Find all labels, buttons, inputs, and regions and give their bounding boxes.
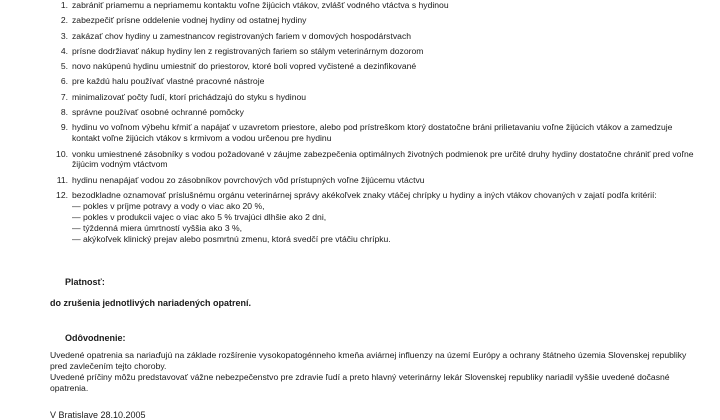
measure-text: vonku umiestnené zásobníky s vodou požadované v záujme zabezpečenia optimálnych životných podmienok pre určité druhy hydiny dostatočne chrániť pred voľne žijúcim vodným vtáctvom xyxy=(72,148,694,170)
measure-number: 2. xyxy=(60,15,68,26)
measure-text: novo nakúpenú hydinu umiestniť do priestorov, ktoré boli vopred vyčistené a dezinfikované xyxy=(72,61,417,72)
measure-text: zabezpečiť prísne oddelenie vodnej hydiny od ostatnej hydiny xyxy=(72,15,307,26)
measure-item xyxy=(50,122,700,144)
reasoning-body xyxy=(50,350,690,394)
measure-number: 12. xyxy=(56,190,68,201)
measures-list xyxy=(50,0,700,249)
criteria-item: — akýkoľvek klinický prejav alebo posmrtnú zmenu, ktorá svedčí pre vtáčiu chrípku. xyxy=(72,233,391,244)
criteria-list xyxy=(72,201,700,245)
measure-number: 10. xyxy=(56,148,68,159)
measure-text: pre každú halu používať vlastné pracovné nástroje xyxy=(72,76,265,87)
measure-number: 9. xyxy=(60,122,68,133)
measure-item xyxy=(50,175,700,186)
measure-item xyxy=(50,76,700,87)
measure-number: 8. xyxy=(60,107,68,118)
measure-number: 4. xyxy=(60,45,68,56)
measure-text: bezodkladne oznamovať príslušnému orgánu veterinárnej správy akékoľvek znaky vtáčej chrípky u hydiny a iných vtákov chovaných v zajatí podľa kritérií: xyxy=(72,190,657,201)
measure-number: 3. xyxy=(60,30,68,41)
measure-number: 6. xyxy=(60,76,68,87)
measure-number: 1. xyxy=(60,0,68,10)
measure-text: správne používať osobné ochranné pomôcky xyxy=(72,107,244,118)
measure-number: 5. xyxy=(60,61,68,72)
measure-item xyxy=(50,0,700,11)
measure-number: 11. xyxy=(56,174,68,185)
measure-item xyxy=(50,31,700,42)
measure-number: 7. xyxy=(60,91,68,102)
criteria-item: — pokles v produkcii vajec o viac ako 5 % trvajúci dlhšie ako 2 dni, xyxy=(72,211,327,222)
measure-item xyxy=(50,149,700,171)
measure-text: zakázať chov hydiny u zamestnancov registrovaných fariem v domových hospodárstvach xyxy=(72,30,412,41)
measure-text: hydinu vo voľnom výbehu kŕmiť a napájať v uzavretom priestore, alebo pod prístreškom ktorý dostatočne bráni prilietavaniu voľne žijúcich vtákov a zamedzuje kontakt voľne žijúcich vtákov s krmivom a vodou určenou pre hydinu xyxy=(72,122,673,144)
criteria-item: — týždenná miera úmrtností vyššia ako 3 %, xyxy=(72,222,243,233)
measure-text: minimalizovať počty ľudí, ktorí prichádzajú do styku s hydinou xyxy=(72,91,307,102)
reasoning-paragraph: Uvedené opatrenia sa nariaďujú na základe rozšírenie vysokopatogénneho kmeňa aviárnej influenzy na území Európy a ochrany štátneho územia Slovenskej republiky pred zavlečením tejto choroby. xyxy=(50,350,687,371)
measure-item xyxy=(50,61,700,72)
reasoning-heading: Odôvodnenie: xyxy=(65,333,126,343)
measure-item xyxy=(50,92,700,103)
validity-text: do zrušenia jednotlivých nariadených opatrení. xyxy=(50,298,252,308)
measure-text: prísne dodržiavať nákup hydiny len z registrovaných fariem so stálym veterinárnym dozorom xyxy=(72,45,424,56)
validity-heading: Platnosť: xyxy=(65,277,105,287)
measure-text: hydinu nenapájať vodou zo zásobníkov povrchových vôd prístupných voľne žijúcemu vtáctvu xyxy=(72,174,425,185)
criteria-item: — pokles v príjme potravy a vody o viac ako 20 %, xyxy=(72,200,265,211)
measure-text: zabrániť priamemu a nepriamemu kontaktu voľne žijúcich vtákov, zvlášť vodného vtáctva s hydinou xyxy=(72,0,449,10)
place-date: V Bratislave 28.10.2005 xyxy=(50,410,146,420)
measure-item xyxy=(50,15,700,26)
measure-item xyxy=(50,107,700,118)
reasoning-paragraph: Uvedené príčiny môžu predstavovať vážne nebezpečenstvo pre zdravie ľudí a preto hlavný veterinárny lekár Slovenskej republiky nariadil vyššie uvedené dočasné opatrenia. xyxy=(50,371,670,393)
measure-item xyxy=(50,46,700,57)
measure-item xyxy=(50,190,700,245)
